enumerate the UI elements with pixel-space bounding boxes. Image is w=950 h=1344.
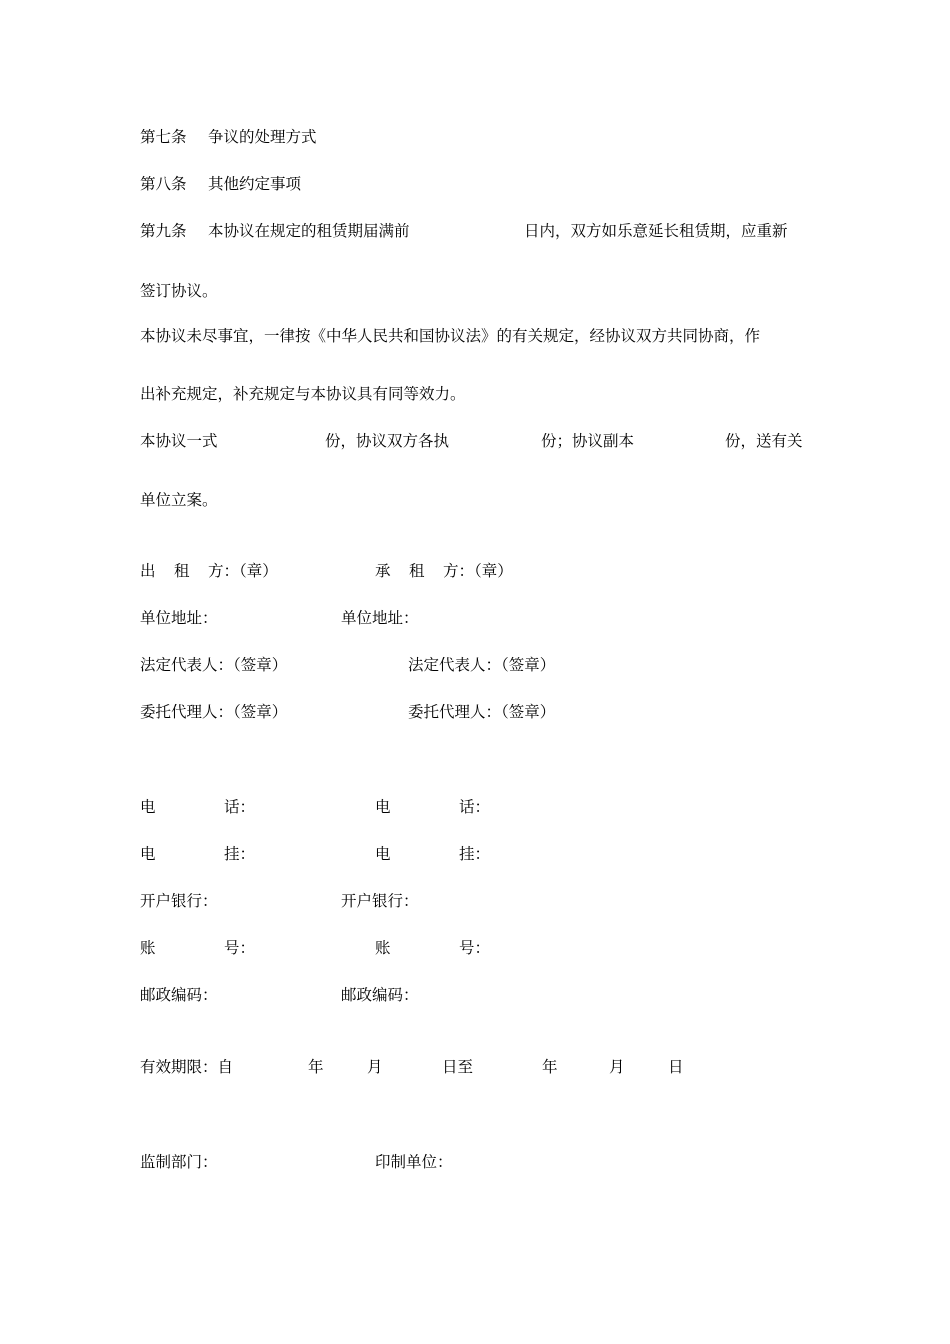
lessor-postcode-label: 邮政编码：	[140, 986, 218, 1004]
article-9-continuation: 签订协议。	[140, 282, 218, 300]
lessee-address-label: 单位地址：	[341, 609, 419, 627]
lessee-label-char1: 承	[375, 562, 391, 580]
article-7-text: 争议的处理方式	[208, 128, 317, 146]
lessor-label-char1: 出	[140, 562, 156, 580]
lessee-phone-char2: 话：	[459, 798, 491, 816]
lessee-postcode-label: 邮政编码：	[341, 986, 419, 1004]
lessor-address-label: 单位地址：	[140, 609, 218, 627]
validity-day-end: 日	[668, 1058, 684, 1076]
supplement-paragraph-line1: 本协议未尽事宜，一律按《中华人民共和国协议法》的有关规定，经协议双方共同协商，作	[140, 327, 761, 345]
validity-month-start: 月	[367, 1058, 383, 1076]
article-7-number: 第七条	[140, 128, 187, 146]
lessor-label-rest: 方：（章）	[208, 562, 278, 580]
lessee-agent-label: 委托代理人：（签章）	[408, 703, 556, 721]
article-8-number: 第八条	[140, 175, 187, 193]
lessee-bank-label: 开户银行：	[341, 892, 419, 910]
validity-year-end: 年	[542, 1058, 558, 1076]
lessor-account-char1: 账	[140, 939, 156, 957]
validity-day-to: 日至	[442, 1058, 474, 1076]
lessee-label-char2: 租	[409, 562, 425, 580]
lessor-bank-label: 开户银行：	[140, 892, 218, 910]
lessee-cable-char1: 电	[375, 845, 391, 863]
copies-text-b: 份，协议双方各执	[325, 432, 450, 450]
article-9-text-a: 本协议在规定的租赁期届满前	[208, 222, 410, 240]
supplement-paragraph-line2: 出补充规定，补充规定与本协议具有同等效力。	[140, 385, 466, 403]
copies-text-line2: 单位立案。	[140, 491, 218, 509]
copies-text-d: 份，送有关	[725, 432, 803, 450]
article-8-text: 其他约定事项	[208, 175, 302, 193]
lessor-label-char2: 租	[174, 562, 190, 580]
printer-label: 印制单位：	[375, 1153, 453, 1171]
validity-year-start: 年	[308, 1058, 324, 1076]
lessor-phone-char2: 话：	[224, 798, 256, 816]
lessee-label-rest: 方：（章）	[443, 562, 513, 580]
lessee-cable-char2: 挂：	[459, 845, 491, 863]
validity-month-end: 月	[609, 1058, 625, 1076]
validity-label: 有效期限：自	[140, 1058, 234, 1076]
lessee-legal-rep-label: 法定代表人：（签章）	[408, 656, 556, 674]
supervisor-label: 监制部门：	[140, 1153, 218, 1171]
lessor-cable-char1: 电	[140, 845, 156, 863]
article-9-text-b: 日内，双方如乐意延长租赁期，应重新	[524, 222, 788, 240]
lessee-phone-char1: 电	[375, 798, 391, 816]
lessor-cable-char2: 挂：	[224, 845, 256, 863]
lessor-legal-rep-label: 法定代表人：（签章）	[140, 656, 288, 674]
copies-text-c: 份；协议副本	[541, 432, 635, 450]
copies-text-a: 本协议一式	[140, 432, 218, 450]
lessor-account-char2: 号：	[224, 939, 256, 957]
article-9-number: 第九条	[140, 222, 187, 240]
lessee-account-char1: 账	[375, 939, 391, 957]
lessee-account-char2: 号：	[459, 939, 491, 957]
lessor-phone-char1: 电	[140, 798, 156, 816]
lessor-agent-label: 委托代理人：（签章）	[140, 703, 288, 721]
